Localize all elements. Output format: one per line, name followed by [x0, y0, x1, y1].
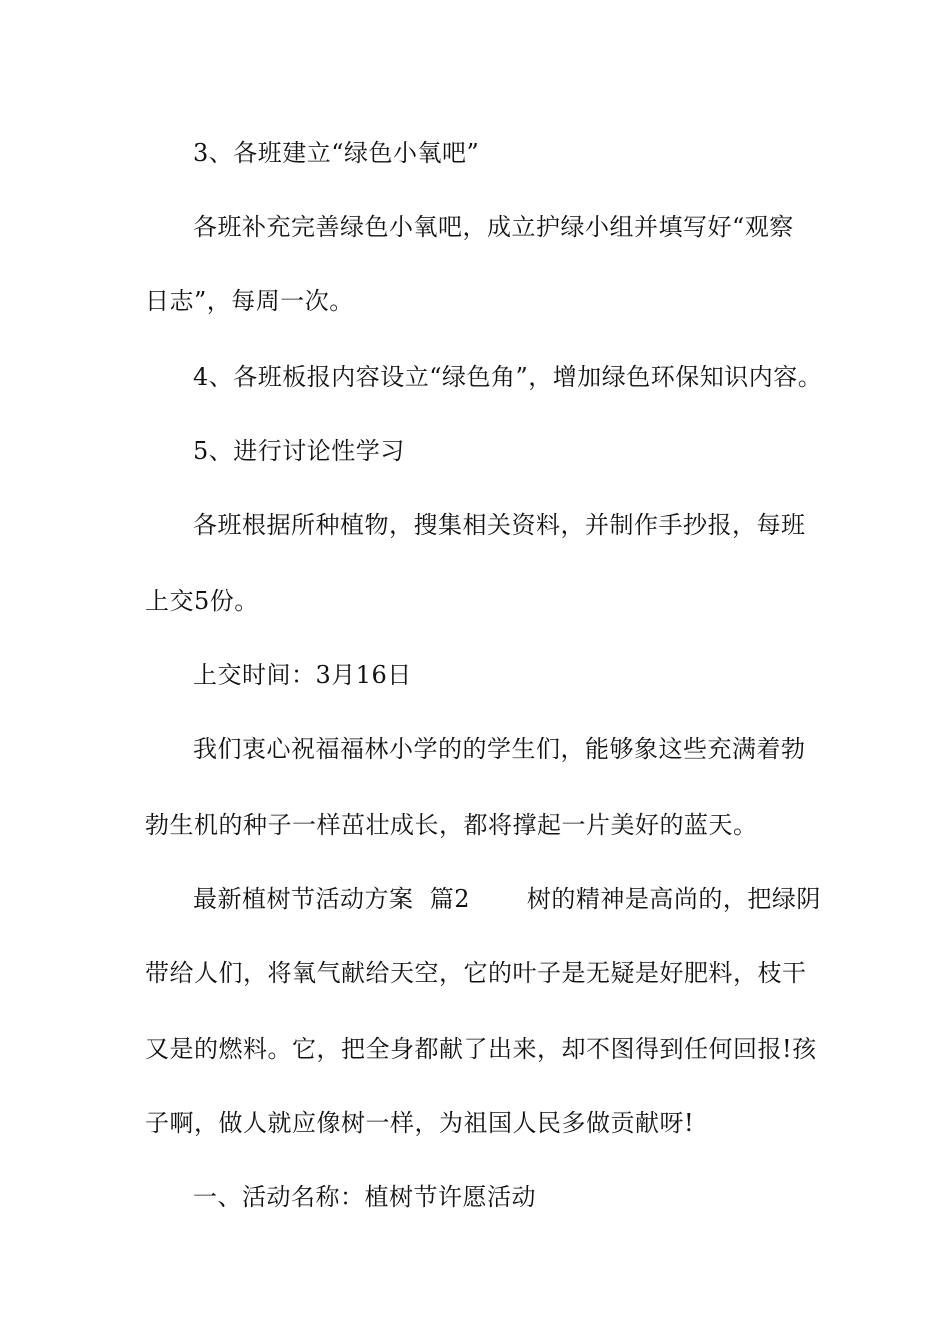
paragraph-line: 4、各班板报内容设立“绿色角”，增加绿色环保知识内容。 [193, 363, 823, 391]
section-title-line: 最新植树节活动方案 篇2 树的精神是高尚的，把绿阴 [193, 885, 821, 913]
paragraph-line: 各班补充完善绿色小氧吧，成立护绿小组并填写好“观察 [193, 213, 794, 241]
paragraph-line: 我们衷心祝福福林小学的的学生们，能够象这些充满着勃 [193, 735, 806, 763]
paragraph-line: 子啊，做人就应像树一样，为祖国人民多做贡献呀! [145, 1109, 695, 1137]
paragraph-line: 各班根据所种植物，搜集相关资料，并制作手抄报，每班 [193, 511, 806, 539]
paragraph-line: 勃生机的种子一样茁壮成长，都将撑起一片美好的蓝天。 [145, 811, 758, 839]
paragraph-line: 带给人们，将氧气献给天空，它的叶子是无疑是好肥料，枝干 [145, 959, 807, 987]
paragraph-line: 又是的燃料。它，把全身都献了出来，却不图得到任何回报!孩 [145, 1035, 817, 1063]
paragraph-line: 日志”，每周一次。 [145, 287, 354, 315]
heading-activity-name: 一、活动名称：植树节许愿活动 [193, 1183, 536, 1211]
heading-green-oxygen-bar: 3、各班建立“绿色小氧吧” [193, 139, 480, 167]
paragraph-line: 上交5份。 [145, 587, 259, 615]
paragraph-line: 上交时间：3月16日 [193, 661, 412, 689]
heading-discussion-study: 5、进行讨论性学习 [193, 437, 405, 465]
